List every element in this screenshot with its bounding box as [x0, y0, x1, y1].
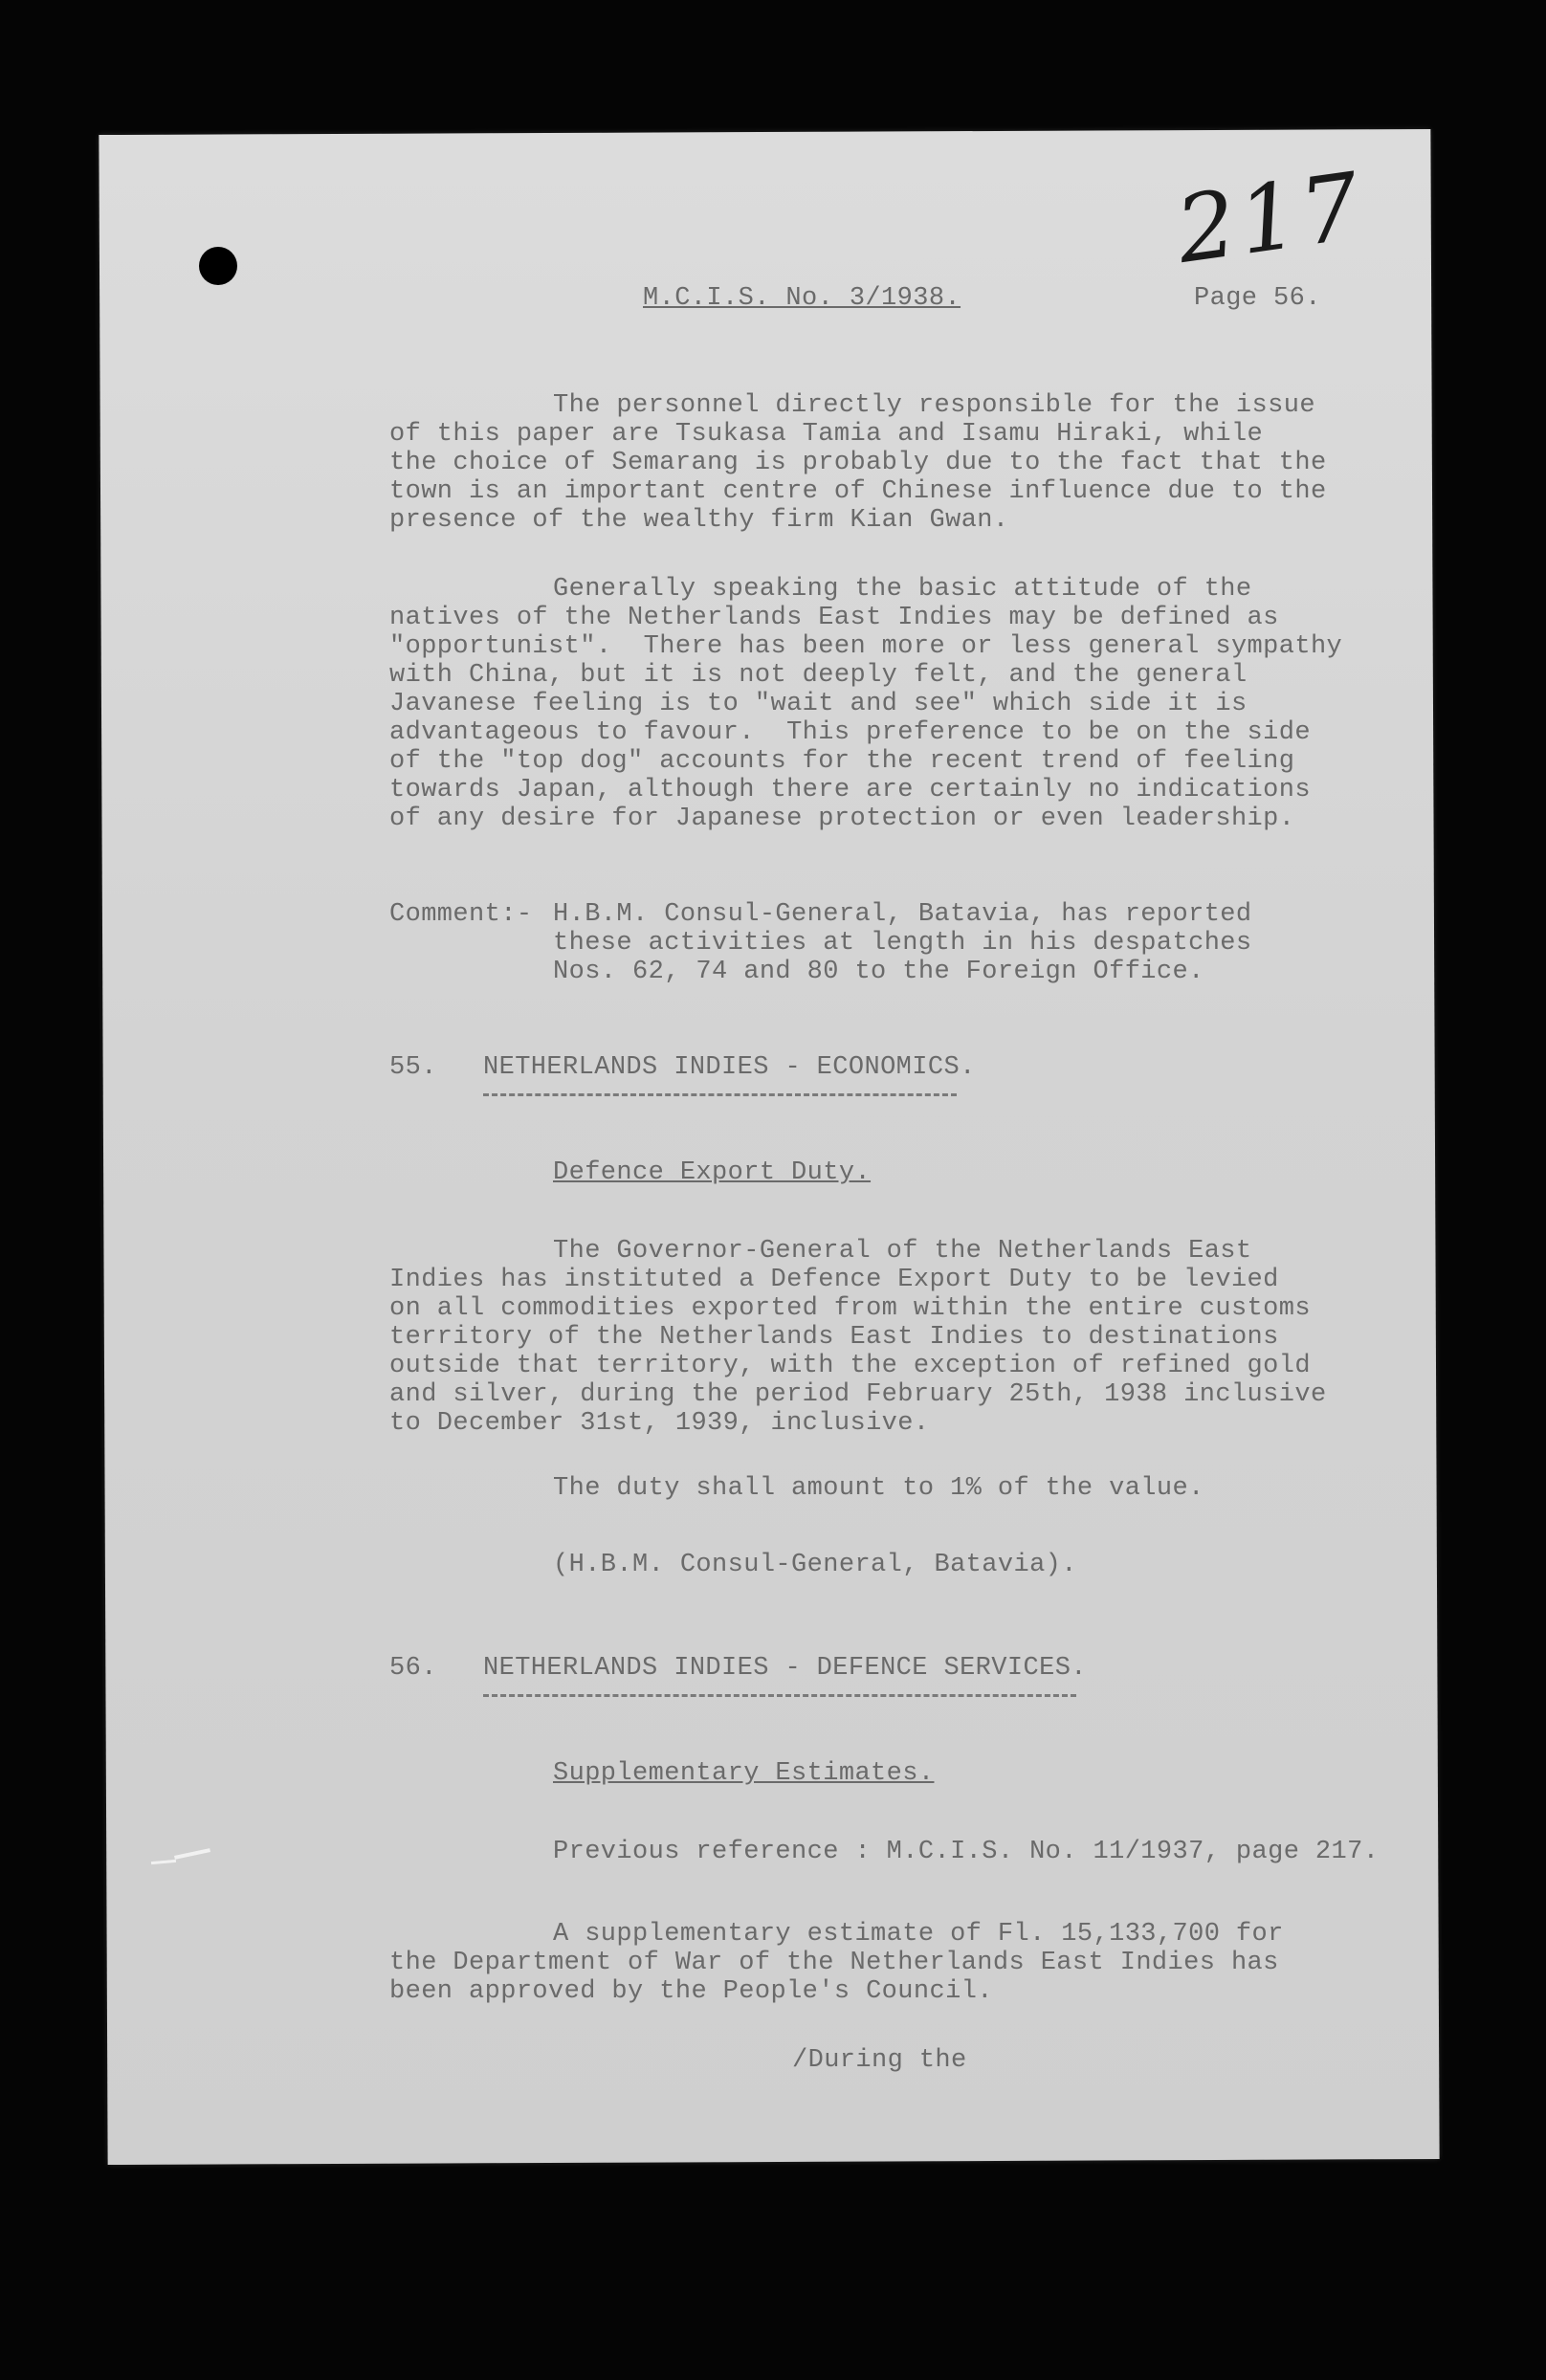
- section-underline: [483, 1093, 957, 1096]
- para2-line: natives of the Netherlands East Indies may be defined as: [389, 604, 1279, 632]
- catchword: /During the: [792, 2046, 967, 2075]
- duty-line: The duty shall amount to 1% of the value.: [553, 1474, 1204, 1503]
- section-subtitle: Defence Export Duty.: [553, 1158, 872, 1187]
- section55-para-line: Indies has instituted a Defence Export Duty to be levied: [389, 1266, 1279, 1294]
- source-line: (H.B.M. Consul-General, Batavia).: [553, 1551, 1077, 1579]
- section55-para-line: and silver, during the period February 25th, 1938 inclusive: [389, 1380, 1327, 1409]
- section55-para-line: outside that territory, with the exception of refined gold: [389, 1352, 1311, 1380]
- page-number: Page 56.: [1194, 284, 1321, 313]
- para2-line: of any desire for Japanese protection or even leadership.: [389, 804, 1295, 833]
- para1-line: town is an important centre of Chinese influence due to the: [389, 477, 1327, 506]
- para1-line: the choice of Semarang is probably due to the fact that the: [389, 449, 1327, 477]
- section56-para-line: the Department of War of the Netherlands East Indies has: [389, 1949, 1279, 1977]
- document-reference: M.C.I.S. No. 3/1938.: [643, 284, 961, 313]
- comment-line: Nos. 62, 74 and 80 to the Foreign Office.: [553, 958, 1204, 986]
- section-title: NETHERLANDS INDIES - DEFENCE SERVICES.: [483, 1654, 1087, 1683]
- para2-line: with China, but it is not deeply felt, and the general: [389, 661, 1248, 690]
- section-title: NETHERLANDS INDIES - ECONOMICS.: [483, 1053, 976, 1082]
- para2-line: towards Japan, although there are certainly no indications: [389, 776, 1311, 804]
- para2-line: of the "top dog" accounts for the recent trend of feeling: [389, 747, 1295, 776]
- section-number: 56.: [389, 1654, 437, 1683]
- para2-line: Generally speaking the basic attitude of the: [553, 575, 1252, 604]
- section55-para-line: to December 31st, 1939, inclusive.: [389, 1409, 930, 1438]
- section-underline: [483, 1694, 1076, 1697]
- section56-para-line: A supplementary estimate of Fl. 15,133,700 for: [553, 1920, 1284, 1949]
- section55-para-line: on all commodities exported from within the entire customs: [389, 1294, 1311, 1323]
- folio-number: 217: [1170, 151, 1371, 285]
- para1-line: presence of the wealthy firm Kian Gwan.: [389, 506, 1009, 535]
- section55-para-line: territory of the Netherlands East Indies to destinations: [389, 1323, 1279, 1352]
- reference-line: Previous reference : M.C.I.S. No. 11/1937, page 217.: [553, 1838, 1380, 1866]
- section56-para-line: been approved by the People's Council.: [389, 1977, 993, 2006]
- para1-line: The personnel directly responsible for the issue: [553, 391, 1315, 420]
- section-number: 55.: [389, 1053, 437, 1082]
- para1-line: of this paper are Tsukasa Tamia and Isamu Hiraki, while: [389, 420, 1264, 449]
- para2-line: "opportunist". There has been more or less general sympathy: [389, 632, 1343, 661]
- section55-para-line: The Governor-General of the Netherlands East: [553, 1237, 1252, 1266]
- comment-line: H.B.M. Consul-General, Batavia, has reported: [553, 900, 1252, 929]
- punch-hole: [199, 247, 237, 285]
- para2-line: Javanese feeling is to "wait and see" which side it is: [389, 690, 1248, 718]
- para2-line: advantageous to favour. This preference to be on the side: [389, 718, 1311, 747]
- comment-label: Comment:-: [389, 900, 533, 929]
- comment-line: these activities at length in his despatches: [553, 929, 1252, 958]
- section-subtitle: Supplementary Estimates.: [553, 1759, 935, 1788]
